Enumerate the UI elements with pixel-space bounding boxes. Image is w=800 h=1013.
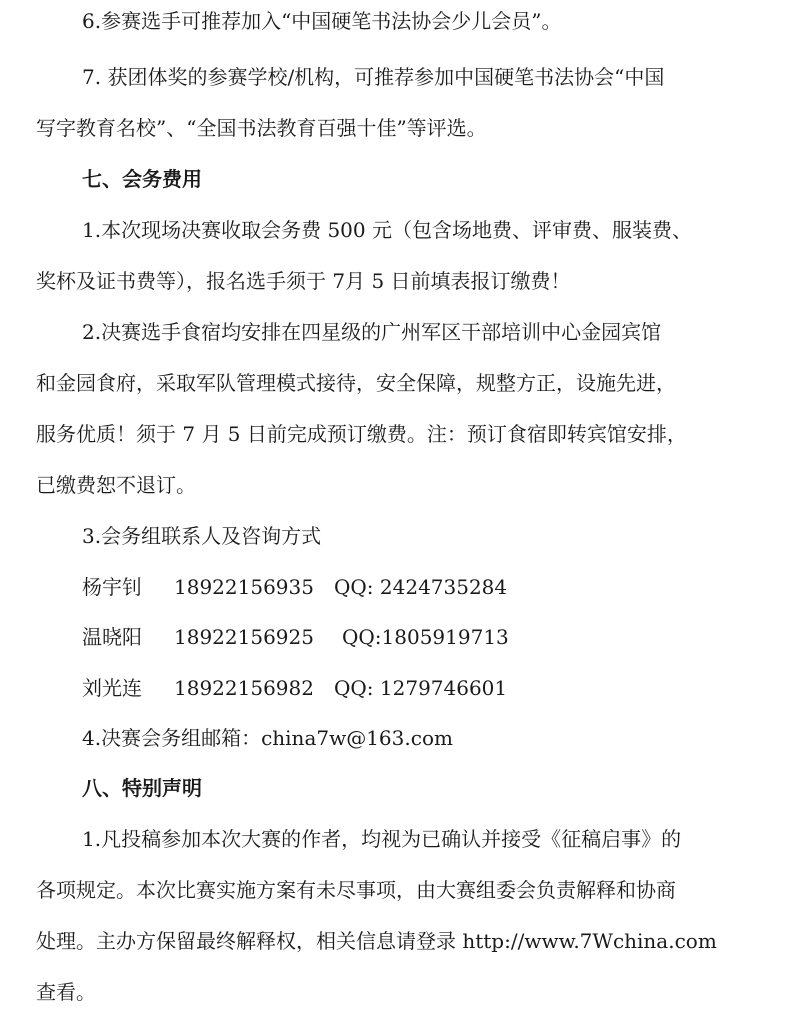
contact-qq: QQ: 1279746601 xyxy=(334,676,508,700)
statement-line4: 查看。 xyxy=(36,980,96,1004)
statement-line3: 处理。主办方保留最终解释权，相关信息请登录 http://www.7Wchina.com xyxy=(36,929,717,953)
statement-line2: 各项规定。本次比赛实施方案有未尽事项，由大赛组委会负责解释和协商 xyxy=(36,878,676,902)
fee-item-1-line1: 1.本次现场决赛收取会务费 500 元（包含场地费、评审费、服装费、 xyxy=(82,218,692,242)
contact-qq: QQ: 2424735284 xyxy=(334,575,508,599)
item-6-text: 6.参赛选手可推荐加入“中国硬笔书法协会少儿会员”。 xyxy=(82,9,562,33)
contact-name: 温晓阳 xyxy=(82,625,142,649)
fee-item-1-line2: 奖杯及证书费等），报名选手须于 7月 5 日前填表报订缴费！ xyxy=(36,269,571,293)
contact-phone: 18922156935 xyxy=(174,575,314,599)
contact-name: 刘光连 xyxy=(82,676,142,700)
contact-phone: 18922156925 xyxy=(174,625,314,649)
section-7-heading: 七、会务费用 xyxy=(82,167,202,191)
email-line: 4.决赛会务组邮箱：china7w@163.com xyxy=(82,726,453,750)
fee-item-2-line3: 服务优质！须于 7 月 5 日前完成预订缴费。注：预订食宿即转宾馆安排， xyxy=(36,422,687,446)
fee-item-2-line4: 已缴费恕不退订。 xyxy=(36,473,196,497)
contact-qq: QQ:1805919713 xyxy=(342,625,509,649)
statement-line1: 1.凡投稿参加本次大赛的作者，均视为已确认并接受《征稿启事》的 xyxy=(82,827,682,851)
item-7-text-line2: 写字教育名校”、“全国书法教育百强十佳”等评选。 xyxy=(36,116,487,140)
fee-item-2-line1: 2.决赛选手食宿均安排在四星级的广州军区干部培训中心金园宾馆 xyxy=(82,320,662,344)
fee-item-2-line2: 和金园食府，采取军队管理模式接待，安全保障，规整方正，设施先进， xyxy=(36,371,676,395)
section-8-heading: 八、特别声明 xyxy=(82,776,202,800)
contact-title: 3.会务组联系人及咨询方式 xyxy=(82,524,322,548)
contact-phone: 18922156982 xyxy=(174,676,314,700)
item-7-text-line1: 7. 获团体奖的参赛学校/机构，可推荐参加中国硬笔书法协会“中国 xyxy=(82,65,665,89)
contact-name: 杨宇钊 xyxy=(82,575,142,599)
